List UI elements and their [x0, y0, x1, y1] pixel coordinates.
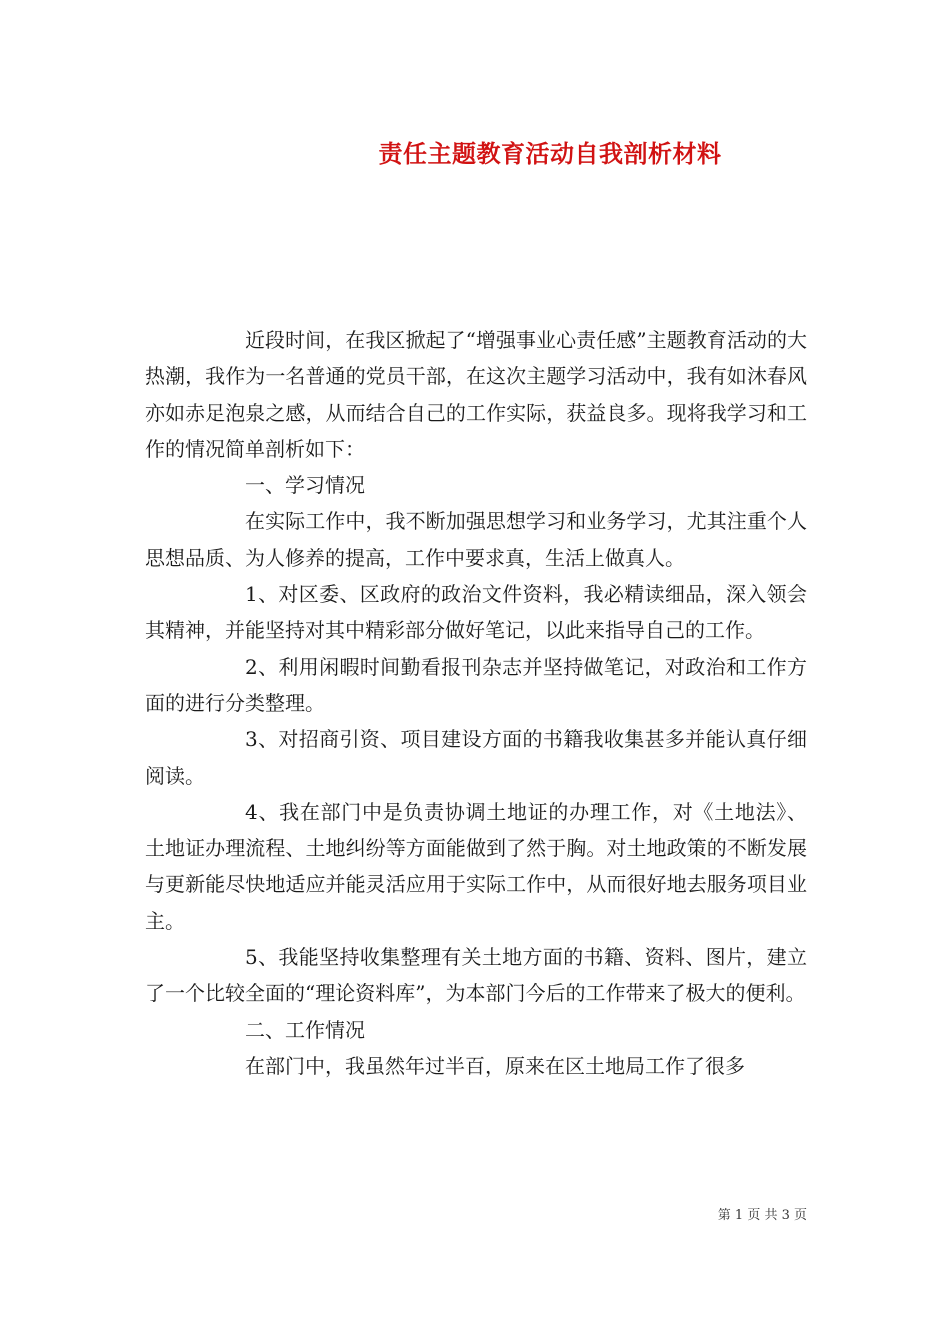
- section-heading-study: 一、学习情况: [245, 473, 365, 498]
- paragraph-work-start: 在部门中，我虽然年过半百，原来在区土地局工作了很多: [245, 1053, 745, 1078]
- paragraph-study-overview: 在实际工作中，我不断加强思想学习和业务学习，尤其注重个人思想品质、为人修养的提高，工作中要求真，生活上做真人。: [145, 509, 807, 570]
- page-number-footer: 第 1 页 共 3 页: [717, 1208, 807, 1223]
- paragraph-study-item-2: 2、利用闲暇时间勤看报刊杂志并坚持做笔记，对政治和工作方面的进行分类整理。: [145, 654, 807, 715]
- section-heading-work: 二、工作情况: [245, 1017, 365, 1042]
- paragraph-study-item-1: 1、对区委、区政府的政治文件资料，我必精读细品，深入领会其精神，并能坚持对其中精彩部分做好笔记，以此来指导自己的工作。: [145, 582, 807, 643]
- document-title: 责任主题教育活动自我剖析材料: [378, 139, 722, 168]
- paragraph-study-item-4: 4、我在部门中是负责协调土地证的办理工作，对《土地法》、土地证办理流程、土地纠纷等方面能做到了然于胸。对土地政策的不断发展与更新能尽快地适应并能灵活应用于实际工作中，从而很好地去服务项目业主。: [145, 799, 807, 933]
- paragraph-study-item-3: 3、对招商引资、项目建设方面的书籍我收集甚多并能认真仔细阅读。: [145, 727, 807, 788]
- paragraph-study-item-5: 5、我能坚持收集整理有关土地方面的书籍、资料、图片，建立了一个比较全面的“理论资料库”，为本部门今后的工作带来了极大的便利。: [145, 945, 807, 1006]
- document-body: [145, 322, 807, 1084]
- paragraph-intro: 近段时间，在我区掀起了“增强事业心责任感”主题教育活动的大热潮，我作为一名普通的党员干部，在这次主题学习活动中，我有如沐春风亦如赤足泡泉之感，从而结合自己的工作实际，获益良多。现将我学习和工作的情况简单剖析如下：: [145, 328, 807, 461]
